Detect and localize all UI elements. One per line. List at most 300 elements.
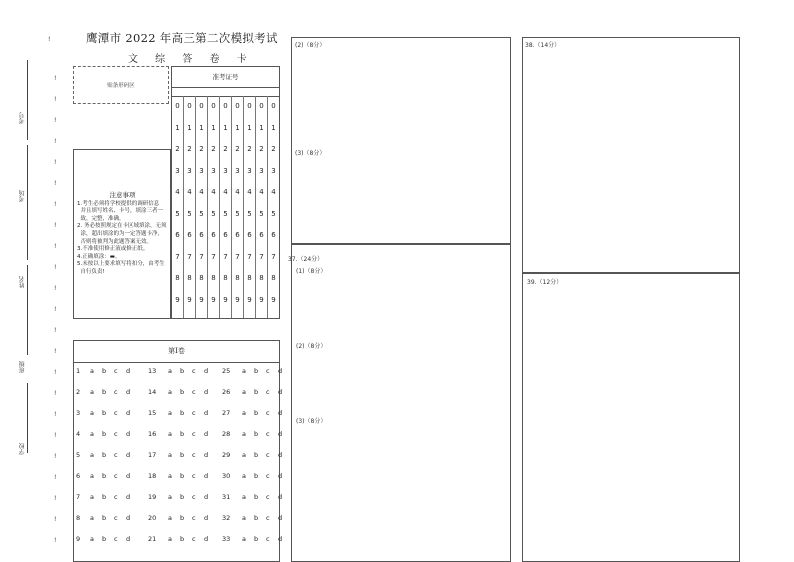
option-bubble-c[interactable]: c: [114, 493, 118, 501]
option-bubble-a[interactable]: a: [168, 430, 172, 438]
objective-question: [148, 493, 216, 501]
objective-question: [148, 409, 216, 417]
option-bubble-b[interactable]: b: [102, 409, 107, 417]
option-bubble-d[interactable]: d: [126, 472, 131, 480]
option-bubble-d[interactable]: d: [278, 472, 283, 480]
question-number: 5: [76, 451, 81, 459]
option-bubble-a[interactable]: a: [168, 451, 172, 459]
digit-bubble[interactable]: 5: [235, 209, 240, 218]
digit-bubble[interactable]: 0: [211, 102, 216, 110]
digit-bubble[interactable]: 9: [271, 295, 276, 304]
cut-mark: !: [54, 243, 57, 250]
digit-bubble[interactable]: 4: [235, 188, 240, 196]
option-bubble-c[interactable]: c: [114, 451, 118, 459]
notice-line: 涂，超出填涂的为一定答题卡净，: [77, 230, 163, 237]
option-bubble-b[interactable]: b: [180, 388, 185, 396]
objective-question: [76, 451, 138, 459]
digit-bubble[interactable]: 7: [211, 252, 216, 261]
digit-bubble[interactable]: 6: [175, 231, 180, 239]
digit-bubble[interactable]: 5: [271, 209, 276, 218]
notice-line: 3.不准使用修正液或修正纸。: [77, 246, 149, 253]
option-bubble-a[interactable]: a: [242, 409, 246, 417]
digit-bubble[interactable]: 2: [187, 145, 192, 153]
digit-bubble[interactable]: 2: [271, 145, 276, 153]
option-bubble-b[interactable]: b: [102, 451, 107, 459]
digit-bubble[interactable]: 1: [211, 123, 216, 132]
digit-bubble[interactable]: 5: [259, 209, 264, 218]
notice-line: 并且填写姓名、卡号，填涂三者一: [77, 208, 163, 215]
question-number: 9: [76, 535, 81, 543]
option-bubble-c[interactable]: c: [266, 493, 270, 501]
answer-panel-37[interactable]: [288, 244, 511, 562]
digit-bubble[interactable]: 3: [247, 166, 252, 175]
digit-bubble[interactable]: 6: [187, 231, 192, 239]
digit-bubble[interactable]: 8: [211, 274, 216, 282]
option-bubble-d[interactable]: d: [204, 430, 209, 438]
digit-bubble[interactable]: 7: [187, 252, 192, 261]
answer-panel-39[interactable]: [522, 273, 740, 562]
objective-question: [76, 367, 138, 375]
digit-bubble[interactable]: 1: [235, 123, 240, 132]
side-label-class: 班级: [19, 361, 26, 373]
option-bubble-c[interactable]: c: [192, 535, 196, 543]
option-bubble-d[interactable]: d: [204, 535, 209, 543]
digit-bubble[interactable]: 5: [187, 209, 192, 218]
option-bubble-a[interactable]: a: [168, 535, 172, 543]
objective-question: [222, 472, 290, 480]
question-number: 32: [222, 514, 231, 522]
digit-bubble[interactable]: 8: [187, 274, 192, 282]
question-number: 17: [148, 451, 157, 459]
digit-bubble[interactable]: 6: [259, 231, 264, 239]
exam-number-column: [208, 96, 220, 318]
option-bubble-b[interactable]: b: [254, 535, 259, 543]
panel-label: (3)（8分）: [295, 150, 326, 157]
question-number: 21: [148, 535, 157, 543]
option-bubble-d[interactable]: d: [278, 367, 283, 375]
digit-bubble[interactable]: 7: [235, 252, 240, 261]
option-bubble-d[interactable]: d: [278, 430, 283, 438]
option-bubble-a[interactable]: a: [90, 409, 94, 417]
digit-bubble[interactable]: 6: [271, 231, 276, 239]
option-bubble-a[interactable]: a: [242, 472, 246, 480]
option-bubble-d[interactable]: d: [278, 388, 283, 396]
objective-question: [76, 472, 138, 480]
digit-bubble[interactable]: 1: [223, 123, 228, 132]
question-number: 15: [148, 409, 157, 417]
option-bubble-d[interactable]: d: [126, 535, 131, 543]
page-subtitle: 文 综 答 卷 卡: [128, 54, 250, 65]
cut-mark: !: [54, 285, 57, 292]
notice-line: 4.正确填涂：▬。: [77, 253, 121, 260]
option-bubble-c[interactable]: c: [192, 388, 196, 396]
exam-number-header: 准考证号: [172, 67, 279, 88]
digit-bubble[interactable]: 5: [199, 209, 204, 218]
cut-mark: !: [48, 36, 51, 43]
side-label-name: 姓名: [19, 276, 26, 288]
exam-number-column: [256, 96, 268, 318]
option-bubble-c[interactable]: c: [114, 388, 118, 396]
option-bubble-b[interactable]: b: [254, 388, 259, 396]
digit-bubble[interactable]: 4: [187, 188, 192, 196]
option-bubble-c[interactable]: c: [266, 409, 270, 417]
panel-label: 37.（24分）: [288, 256, 324, 263]
option-bubble-a[interactable]: a: [90, 472, 94, 480]
objective-question: [222, 514, 290, 522]
digit-bubble[interactable]: 9: [211, 295, 216, 304]
objective-question: [148, 430, 216, 438]
digit-bubble[interactable]: 0: [199, 102, 204, 110]
digit-bubble[interactable]: 8: [259, 274, 264, 282]
question-number: 2: [76, 388, 81, 396]
cut-mark: !: [54, 348, 57, 355]
option-bubble-a[interactable]: a: [168, 493, 172, 501]
digit-bubble[interactable]: 7: [199, 252, 204, 261]
notice-line: 2. 务必按照规定在卡区域填涂，无须: [77, 223, 167, 230]
notice-title: 注意事项: [109, 191, 136, 199]
cut-mark: !: [54, 411, 57, 418]
option-bubble-b[interactable]: b: [254, 430, 259, 438]
option-bubble-a[interactable]: a: [242, 430, 246, 438]
cut-mark: !: [54, 306, 57, 313]
option-bubble-c[interactable]: c: [266, 430, 270, 438]
option-bubble-a[interactable]: a: [242, 388, 246, 396]
option-bubble-c[interactable]: c: [266, 535, 270, 543]
cut-mark: !: [54, 390, 57, 397]
cut-mark: !: [54, 138, 57, 145]
cut-mark: !: [54, 201, 57, 208]
option-bubble-a[interactable]: a: [90, 430, 94, 438]
cut-mark: !: [54, 222, 57, 229]
exam-number-column: [196, 96, 208, 318]
objective-question: [222, 388, 290, 396]
digit-bubble[interactable]: 1: [259, 123, 264, 132]
option-bubble-c[interactable]: c: [114, 409, 118, 417]
digit-bubble[interactable]: 7: [271, 252, 276, 261]
option-bubble-b[interactable]: b: [102, 388, 107, 396]
digit-bubble[interactable]: 4: [259, 188, 264, 196]
cut-mark: !: [54, 159, 57, 166]
digit-bubble[interactable]: 6: [211, 231, 216, 239]
cut-mark: !: [54, 537, 57, 544]
digit-bubble[interactable]: 3: [259, 166, 264, 175]
digit-bubble[interactable]: 9: [187, 295, 192, 304]
cut-mark: !: [54, 75, 57, 82]
digit-bubble[interactable]: 8: [271, 274, 276, 282]
objective-question: [148, 367, 216, 375]
divider: [27, 265, 28, 355]
digit-bubble[interactable]: 1: [187, 123, 192, 132]
digit-bubble[interactable]: 6: [247, 231, 252, 239]
option-bubble-a[interactable]: a: [242, 535, 246, 543]
option-bubble-c[interactable]: c: [192, 367, 196, 375]
digit-bubble[interactable]: 2: [223, 145, 228, 153]
option-bubble-d[interactable]: d: [126, 388, 131, 396]
option-bubble-c[interactable]: c: [192, 451, 196, 459]
question-number: 3: [76, 409, 81, 417]
digit-bubble[interactable]: 0: [175, 102, 180, 110]
option-bubble-b[interactable]: b: [254, 409, 259, 417]
question-number: 20: [148, 514, 157, 522]
option-bubble-b[interactable]: b: [102, 535, 107, 543]
digit-bubble[interactable]: 2: [211, 145, 216, 153]
option-bubble-b[interactable]: b: [102, 514, 107, 522]
digit-bubble[interactable]: 3: [223, 166, 228, 175]
option-bubble-b[interactable]: b: [180, 430, 185, 438]
cut-mark: !: [54, 96, 57, 103]
option-bubble-b[interactable]: b: [180, 472, 185, 480]
digit-bubble[interactable]: 1: [247, 123, 252, 132]
barcode-area: 贴条形码区: [73, 66, 169, 104]
notice-line: 自行负责!: [77, 268, 105, 275]
digit-bubble[interactable]: 5: [211, 209, 216, 218]
option-bubble-b[interactable]: b: [254, 451, 259, 459]
option-bubble-b[interactable]: b: [180, 409, 185, 417]
objective-question: [222, 535, 290, 543]
objective-question: [148, 472, 216, 480]
notice-line: 致，完整，准确。: [77, 215, 125, 222]
option-bubble-c[interactable]: c: [266, 367, 270, 375]
option-bubble-c[interactable]: c: [192, 472, 196, 480]
option-bubble-d[interactable]: d: [278, 514, 283, 522]
digit-bubble[interactable]: 4: [247, 188, 252, 196]
question-number: 13: [148, 367, 157, 375]
digit-bubble[interactable]: 8: [235, 274, 240, 282]
digit-bubble[interactable]: 7: [223, 252, 228, 261]
side-label-school: 学校: [19, 443, 26, 455]
digit-bubble[interactable]: 3: [199, 166, 204, 175]
exam-number-column: [244, 96, 256, 318]
option-bubble-d[interactable]: d: [126, 493, 131, 501]
option-bubble-d[interactable]: d: [278, 409, 283, 417]
objective-question: [76, 493, 138, 501]
option-bubble-a[interactable]: a: [242, 451, 246, 459]
objective-question: [148, 535, 216, 543]
digit-bubble[interactable]: 9: [259, 295, 264, 304]
option-bubble-d[interactable]: d: [126, 367, 131, 375]
digit-bubble[interactable]: 0: [235, 102, 240, 110]
question-number: 18: [148, 472, 157, 480]
question-number: 33: [222, 535, 231, 543]
digit-bubble[interactable]: 4: [223, 188, 228, 196]
panel-label: (2)（8分）: [296, 343, 327, 350]
digit-bubble[interactable]: 9: [175, 295, 180, 304]
objective-question: [148, 388, 216, 396]
option-bubble-a[interactable]: a: [168, 514, 172, 522]
option-bubble-a[interactable]: a: [90, 493, 94, 501]
option-bubble-c[interactable]: c: [114, 430, 118, 438]
option-bubble-a[interactable]: a: [242, 493, 246, 501]
digit-bubble[interactable]: 5: [175, 209, 180, 218]
digit-bubble[interactable]: 7: [247, 252, 252, 261]
option-bubble-a[interactable]: a: [168, 367, 172, 375]
option-bubble-c[interactable]: c: [192, 514, 196, 522]
digit-bubble[interactable]: 1: [271, 123, 276, 132]
digit-bubble[interactable]: 5: [223, 209, 228, 218]
option-bubble-d[interactable]: d: [204, 409, 209, 417]
option-bubble-b[interactable]: b: [102, 367, 107, 375]
option-bubble-c[interactable]: c: [114, 367, 118, 375]
option-bubble-d[interactable]: d: [204, 451, 209, 459]
digit-bubble[interactable]: 4: [271, 188, 276, 196]
question-number: 8: [76, 514, 81, 522]
option-bubble-c[interactable]: c: [114, 514, 118, 522]
question-number: 29: [222, 451, 231, 459]
option-bubble-c[interactable]: c: [266, 451, 270, 459]
digit-bubble[interactable]: 6: [223, 231, 228, 239]
digit-bubble[interactable]: 9: [223, 295, 228, 304]
panel-label: 39.（12分）: [527, 279, 563, 286]
option-bubble-d[interactable]: d: [204, 367, 209, 375]
option-bubble-b[interactable]: b: [102, 493, 107, 501]
side-label-exam-no: 考号: [19, 112, 26, 124]
option-bubble-b[interactable]: b: [180, 514, 185, 522]
option-bubble-a[interactable]: a: [90, 451, 94, 459]
exam-number-column: [268, 96, 279, 318]
option-bubble-c[interactable]: c: [114, 472, 118, 480]
digit-bubble[interactable]: 8: [247, 274, 252, 282]
option-bubble-d[interactable]: d: [126, 451, 131, 459]
digit-bubble[interactable]: 2: [235, 145, 240, 153]
question-number: 25: [222, 367, 231, 375]
option-bubble-b[interactable]: b: [102, 472, 107, 480]
question-number: 6: [76, 472, 81, 480]
digit-bubble[interactable]: 2: [259, 145, 264, 153]
digit-bubble[interactable]: 8: [175, 274, 180, 282]
option-bubble-c[interactable]: c: [192, 430, 196, 438]
option-bubble-b[interactable]: b: [180, 367, 185, 375]
option-bubble-d[interactable]: d: [278, 493, 283, 501]
option-bubble-b[interactable]: b: [180, 535, 185, 543]
digit-bubble[interactable]: 7: [175, 252, 180, 261]
answer-panel-38[interactable]: [522, 37, 740, 273]
digit-bubble[interactable]: 9: [199, 295, 204, 304]
option-bubble-c[interactable]: c: [266, 472, 270, 480]
option-bubble-d[interactable]: d: [204, 514, 209, 522]
objective-question: [222, 409, 290, 417]
option-bubble-a[interactable]: a: [90, 388, 94, 396]
option-bubble-c[interactable]: c: [192, 409, 196, 417]
digit-bubble[interactable]: 7: [259, 252, 264, 261]
digit-bubble[interactable]: 6: [235, 231, 240, 239]
question-number: 14: [148, 388, 157, 396]
question-number: 16: [148, 430, 157, 438]
question-number: 30: [222, 472, 231, 480]
digit-bubble[interactable]: 8: [223, 274, 228, 282]
option-bubble-d[interactable]: d: [126, 430, 131, 438]
option-bubble-c[interactable]: c: [266, 514, 270, 522]
exam-number-column: [220, 96, 232, 318]
digit-bubble[interactable]: 2: [247, 145, 252, 153]
question-number: 7: [76, 493, 81, 501]
option-bubble-a[interactable]: a: [90, 514, 94, 522]
option-bubble-d[interactable]: d: [126, 409, 131, 417]
option-bubble-a[interactable]: a: [242, 367, 246, 375]
option-bubble-a[interactable]: a: [242, 514, 246, 522]
digit-bubble[interactable]: 9: [247, 295, 252, 304]
option-bubble-c[interactable]: c: [266, 388, 270, 396]
digit-bubble[interactable]: 0: [187, 102, 192, 110]
objective-header: 第Ⅰ卷: [74, 341, 279, 363]
digit-bubble[interactable]: 0: [247, 102, 252, 110]
digit-bubble[interactable]: 4: [199, 188, 204, 196]
option-bubble-a[interactable]: a: [168, 388, 172, 396]
page-title: 鹰潭市 2022 年高三第二次模拟考试: [86, 31, 278, 45]
digit-bubble[interactable]: 6: [199, 231, 204, 239]
digit-bubble[interactable]: 3: [211, 166, 216, 175]
option-bubble-a[interactable]: a: [168, 409, 172, 417]
question-number: 26: [222, 388, 231, 396]
digit-bubble[interactable]: 3: [175, 166, 180, 175]
digit-bubble[interactable]: 5: [247, 209, 252, 218]
digit-bubble[interactable]: 3: [235, 166, 240, 175]
option-bubble-b[interactable]: b: [254, 367, 259, 375]
cut-mark: !: [54, 180, 57, 187]
option-bubble-d[interactable]: d: [126, 514, 131, 522]
answer-panel-36[interactable]: [291, 37, 511, 244]
question-number: 31: [222, 493, 231, 501]
option-bubble-b[interactable]: b: [180, 493, 185, 501]
option-bubble-d[interactable]: d: [278, 535, 283, 543]
digit-bubble[interactable]: 3: [187, 166, 192, 175]
question-number: 1: [76, 367, 81, 375]
option-bubble-c[interactable]: c: [192, 493, 196, 501]
exam-number-box: [171, 66, 280, 319]
digit-bubble[interactable]: 4: [175, 188, 180, 196]
option-bubble-a[interactable]: a: [90, 367, 94, 375]
digit-bubble[interactable]: 2: [175, 145, 180, 153]
digit-bubble[interactable]: 0: [259, 102, 264, 110]
objective-question: [76, 514, 138, 522]
option-bubble-b[interactable]: b: [254, 472, 259, 480]
option-bubble-d[interactable]: d: [278, 451, 283, 459]
divider: [27, 60, 28, 140]
objective-section: [73, 340, 283, 562]
digit-bubble[interactable]: 1: [199, 123, 204, 132]
option-bubble-a[interactable]: a: [90, 535, 94, 543]
digit-bubble[interactable]: 1: [175, 123, 180, 132]
side-label-room: 考场: [19, 190, 26, 202]
option-bubble-d[interactable]: d: [204, 472, 209, 480]
digit-bubble[interactable]: 2: [199, 145, 204, 153]
objective-question: [222, 493, 290, 501]
option-bubble-d[interactable]: d: [204, 493, 209, 501]
panel-label: (2)（8分）: [295, 42, 326, 49]
digit-bubble[interactable]: 4: [211, 188, 216, 196]
question-number: 27: [222, 409, 231, 417]
option-bubble-c[interactable]: c: [114, 535, 118, 543]
exam-number-column: [232, 96, 244, 318]
option-bubble-b[interactable]: b: [254, 493, 259, 501]
digit-bubble[interactable]: 3: [271, 166, 276, 175]
option-bubble-b[interactable]: b: [254, 514, 259, 522]
exam-number-column: [184, 96, 196, 318]
objective-question: [76, 535, 138, 543]
notice-line: 1.考生必须将学校提供的调研信息: [77, 200, 160, 207]
digit-bubble[interactable]: 0: [223, 102, 228, 110]
option-bubble-b[interactable]: b: [102, 430, 107, 438]
cut-mark: !: [54, 516, 57, 523]
option-bubble-b[interactable]: b: [180, 451, 185, 459]
digit-bubble[interactable]: 8: [199, 274, 204, 282]
digit-bubble[interactable]: 0: [271, 102, 276, 110]
option-bubble-d[interactable]: d: [204, 388, 209, 396]
digit-bubble[interactable]: 9: [235, 295, 240, 304]
objective-question: [148, 451, 216, 459]
question-number: 28: [222, 430, 231, 438]
option-bubble-a[interactable]: a: [168, 472, 172, 480]
objective-question: [76, 409, 138, 417]
